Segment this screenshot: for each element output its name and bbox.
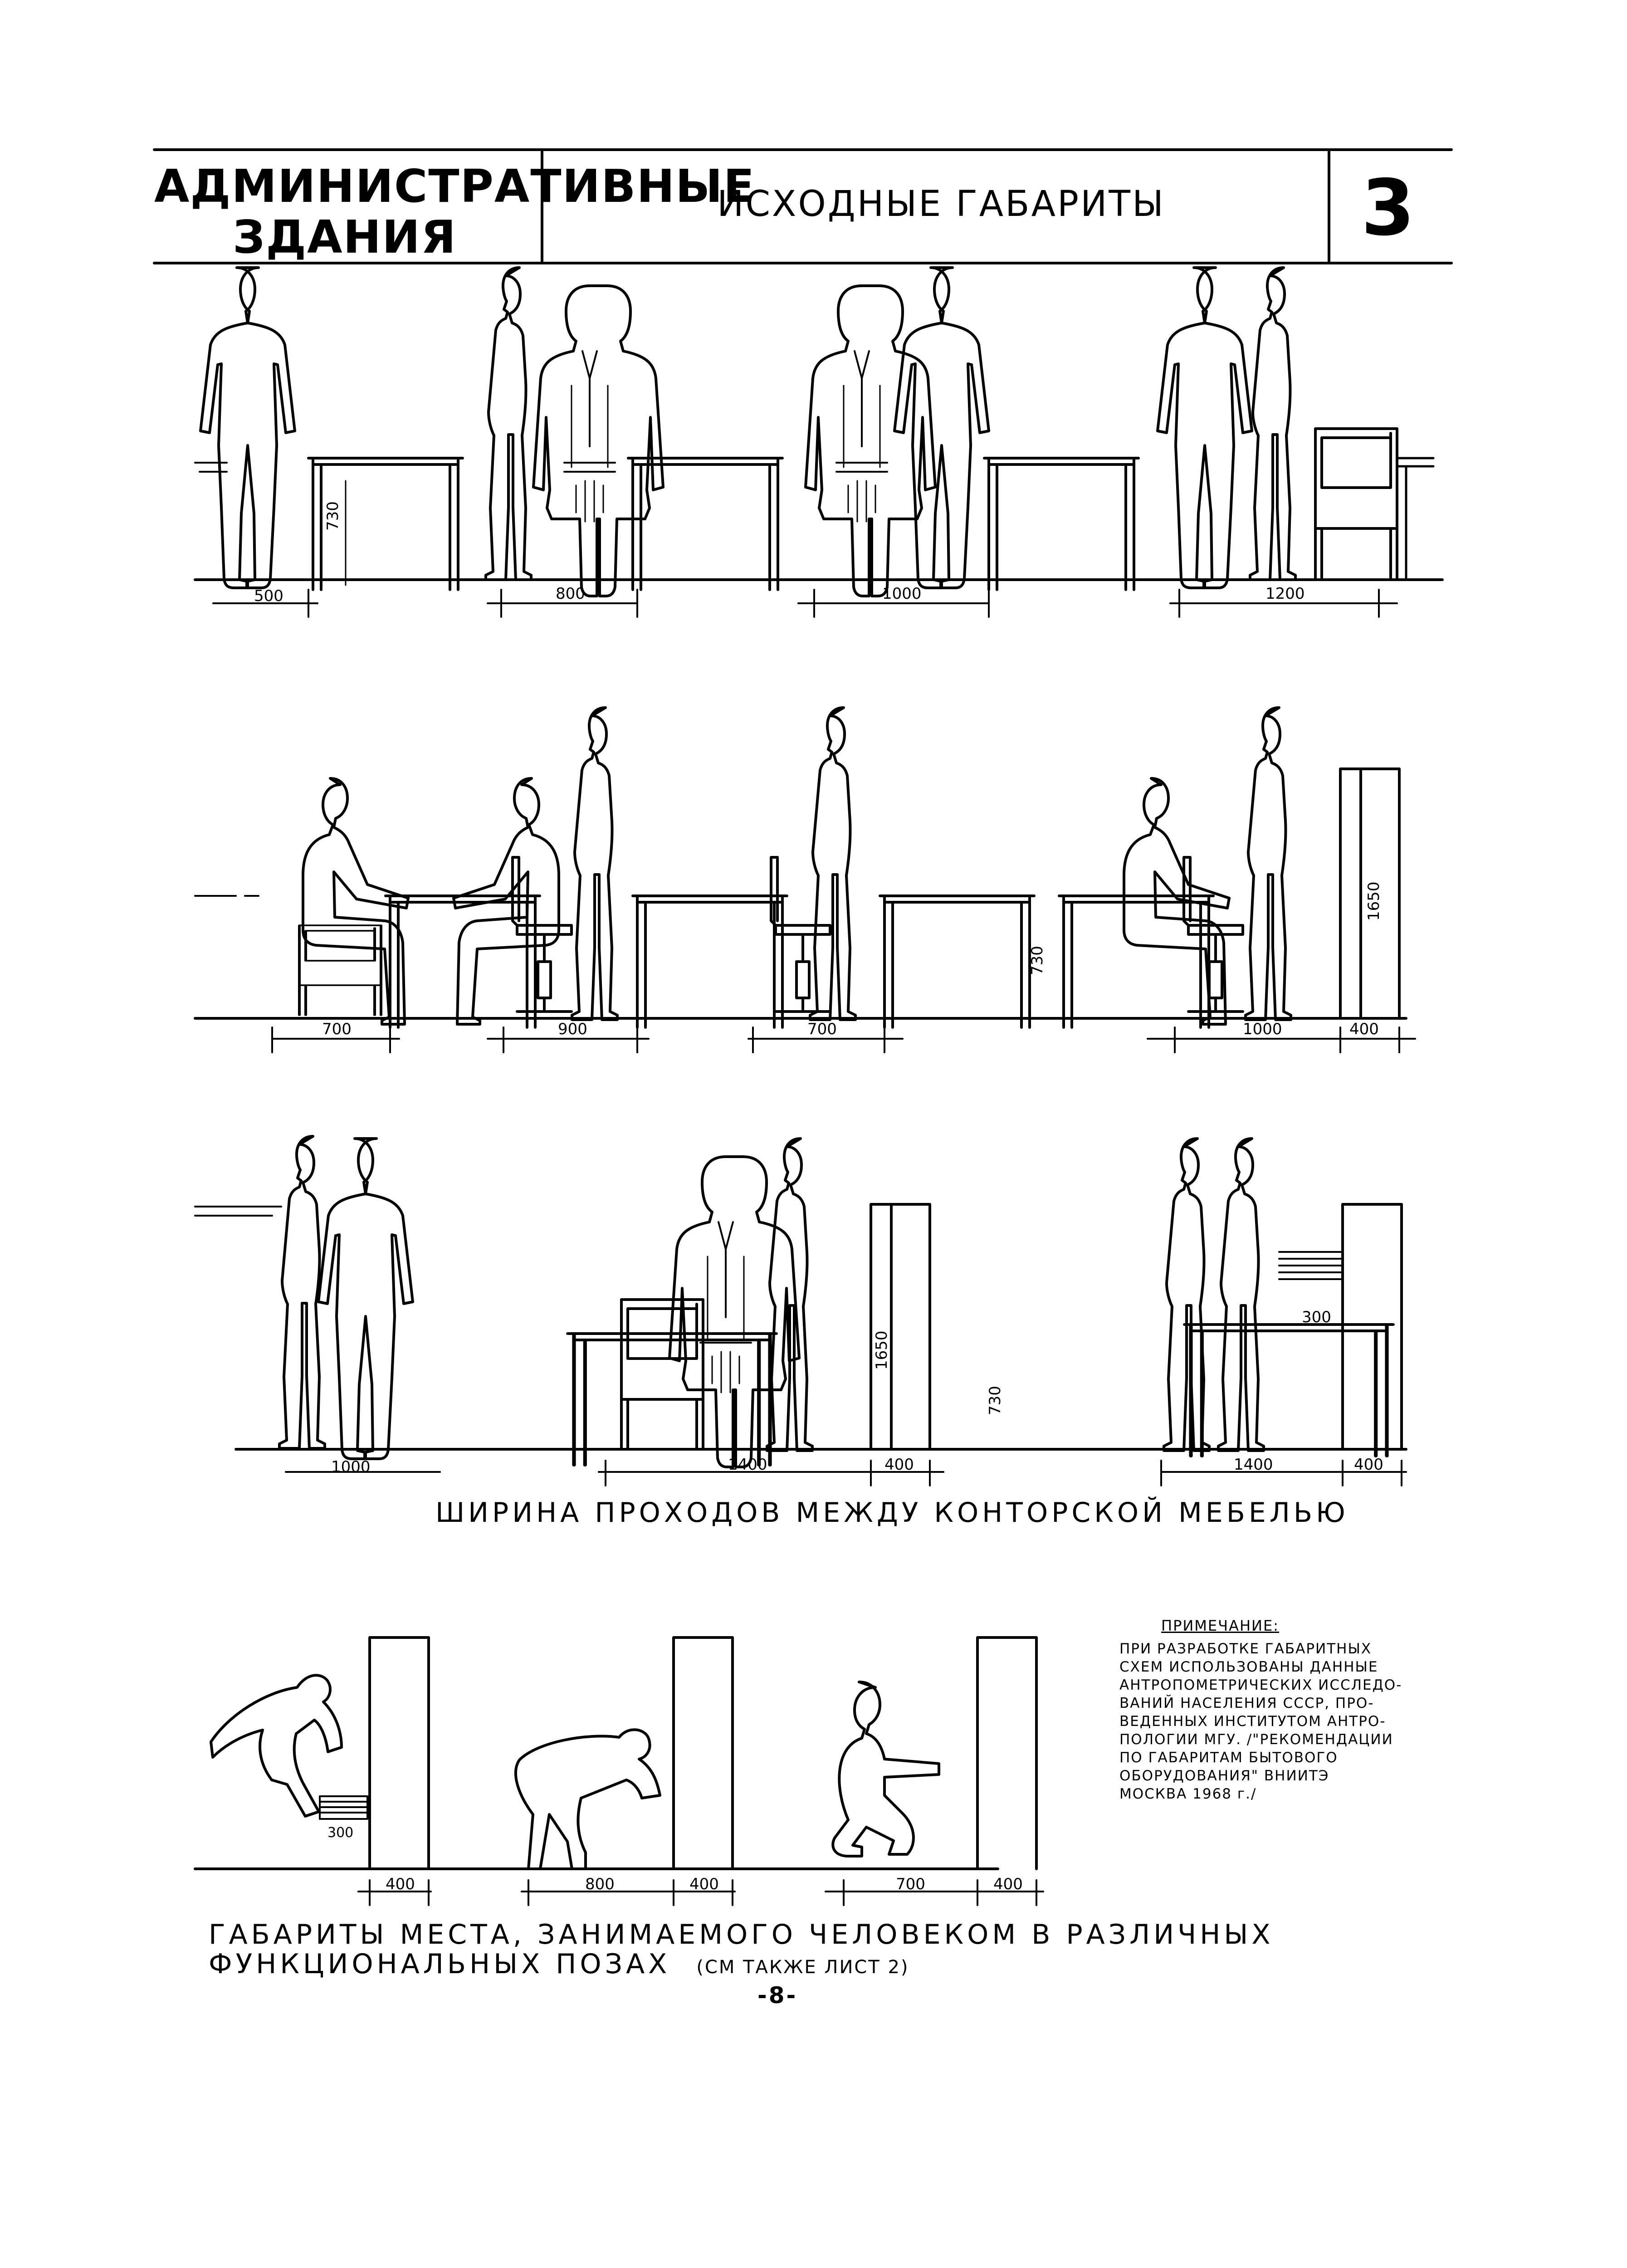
row1-figure-man xyxy=(894,268,989,588)
row4-dim-1: 400 xyxy=(386,1875,415,1893)
row1-dim-3: 1000 xyxy=(882,585,922,603)
row3-shelf-label: 300 xyxy=(1302,1308,1331,1326)
row3-diagram xyxy=(195,1136,1406,1486)
row3-figure-side-3 xyxy=(1218,1139,1264,1451)
row4-dim-4: 700 xyxy=(896,1875,925,1893)
row2-chair-1 xyxy=(299,925,381,1015)
row3-figure-woman xyxy=(669,1157,799,1467)
row4-cabinet-1 xyxy=(370,1637,429,1869)
row1-figure-side xyxy=(486,268,531,580)
row2-figure-standing-2 xyxy=(810,708,855,1020)
row3-desk-2 xyxy=(1185,1325,1393,1456)
row4-caption-line2-text: ФУНКЦИОНАЛЬНЫХ ПОЗАХ xyxy=(209,1948,671,1980)
sheet-number: 3 xyxy=(1361,163,1415,253)
row3-caption: ШИРИНА ПРОХОДОВ МЕЖДУ КОНТОРСКОЙ МЕБЕЛЬЮ xyxy=(435,1497,1349,1529)
row4-diagram xyxy=(195,1637,1043,1905)
row2-chair-4 xyxy=(1184,857,1243,1012)
row2-dim-4: 1000 xyxy=(1243,1020,1282,1038)
row4-cabinet-2 xyxy=(674,1637,733,1869)
row1-figure-woman xyxy=(533,286,663,596)
row4-figure-bending xyxy=(211,1675,342,1816)
header-subtitle: ИСХОДНЫЕ ГАБАРИТЫ xyxy=(717,184,1165,225)
row4-dim-2: 800 xyxy=(585,1875,615,1893)
row3-dim-1: 1000 xyxy=(331,1458,371,1476)
row1-figure-side-2 xyxy=(1250,268,1295,580)
row3-figure-pointing xyxy=(279,1136,325,1448)
row4-cabinet-3 xyxy=(977,1637,1036,1869)
row4-caption-line2 xyxy=(209,1948,909,1980)
row3-dim-2: 1400 xyxy=(728,1456,767,1474)
row4-box-label: 300 xyxy=(327,1825,354,1841)
row3-dim-5: 400 xyxy=(1354,1456,1383,1474)
row2-figure-reaching xyxy=(1246,708,1291,1020)
row2-table-height: 730 xyxy=(1028,946,1046,975)
row1-figure-standing xyxy=(200,268,295,588)
note-title: ПРИМЕЧАНИЕ: xyxy=(1161,1617,1279,1634)
row3-dim-3: 400 xyxy=(884,1456,914,1474)
row3-cabinet-height: 1650 xyxy=(873,1330,891,1370)
header-title-line1: АДМИНИСТРАТИВНЫЕ xyxy=(154,160,756,213)
row3-dim-4: 1400 xyxy=(1234,1456,1273,1474)
row2-dim-2: 900 xyxy=(558,1020,587,1038)
row3-figure-side-2 xyxy=(1164,1139,1209,1451)
row3-chair xyxy=(621,1300,703,1449)
row1-desk-2 xyxy=(628,458,782,590)
header-title-line2: ЗДАНИЯ xyxy=(233,210,457,264)
row1-dim-4: 1200 xyxy=(1265,585,1305,603)
header-title xyxy=(154,160,756,264)
row2-desk-1 xyxy=(386,896,540,1027)
row2-dim-3: 700 xyxy=(807,1020,837,1038)
row2-diagram xyxy=(195,708,1415,1052)
row4-caption-ref: (СМ ТАКЖЕ ЛИСТ 2) xyxy=(696,1957,909,1978)
row4-figure-squatting xyxy=(833,1682,939,1856)
row1-height-label: 730 xyxy=(324,501,342,531)
row4-dim-5: 400 xyxy=(993,1875,1023,1893)
row2-figure-standing xyxy=(572,708,617,1020)
row2-dim-5: 400 xyxy=(1349,1020,1379,1038)
row1-dim-2: 800 xyxy=(556,585,585,603)
row3-cabinet-1 xyxy=(871,1204,930,1449)
row4-figure-stooping xyxy=(516,1730,660,1869)
row3-figure-side xyxy=(767,1139,812,1451)
row1-dim-1: 500 xyxy=(254,587,283,605)
row2-dim-1: 700 xyxy=(322,1020,352,1038)
row1-chair xyxy=(1315,429,1397,578)
row1-desk-3 xyxy=(984,458,1138,590)
row2-chair-3 xyxy=(771,857,830,1012)
row1-figure-man-2 xyxy=(1158,268,1252,588)
row3-table-height: 730 xyxy=(986,1386,1004,1415)
row2-cabinet-height: 1650 xyxy=(1365,881,1383,921)
row2-desk-2 xyxy=(633,896,787,1027)
row4-caption-line1: ГАБАРИТЫ МЕСТА, ЗАНИМАЕМОГО ЧЕЛОВЕКОМ В РАЗЛИЧНЫХ xyxy=(209,1919,1274,1950)
row3-figure-man xyxy=(318,1139,413,1459)
row1-diagram xyxy=(195,268,1442,617)
row4-dim-3: 400 xyxy=(689,1875,719,1893)
page-number: -8- xyxy=(757,1982,798,2009)
note-body: ПРИ РАЗРАБОТКЕ ГАБАРИТНЫХ СХЕМ ИСПОЛЬЗОВАНЫ ДАННЫЕ АНТРОПОМЕТРИЧЕСКИХ ИССЛЕДО- ВАНИЙ НАСЕЛЕНИЯ СССР, ПРО- ВЕДЕННЫХ ИНСТИТУТОМ АНТРО- ПОЛОГИИ МГУ. /"РЕКОМЕНДАЦИИ ПО ГАБАРИТАМ БЫТОВОГО ОБОРУДОВАНИЯ" ВНИИТЭ МОСКВА 1968 г./ xyxy=(1119,1641,1402,1802)
row2-desk-3 xyxy=(880,896,1034,1027)
